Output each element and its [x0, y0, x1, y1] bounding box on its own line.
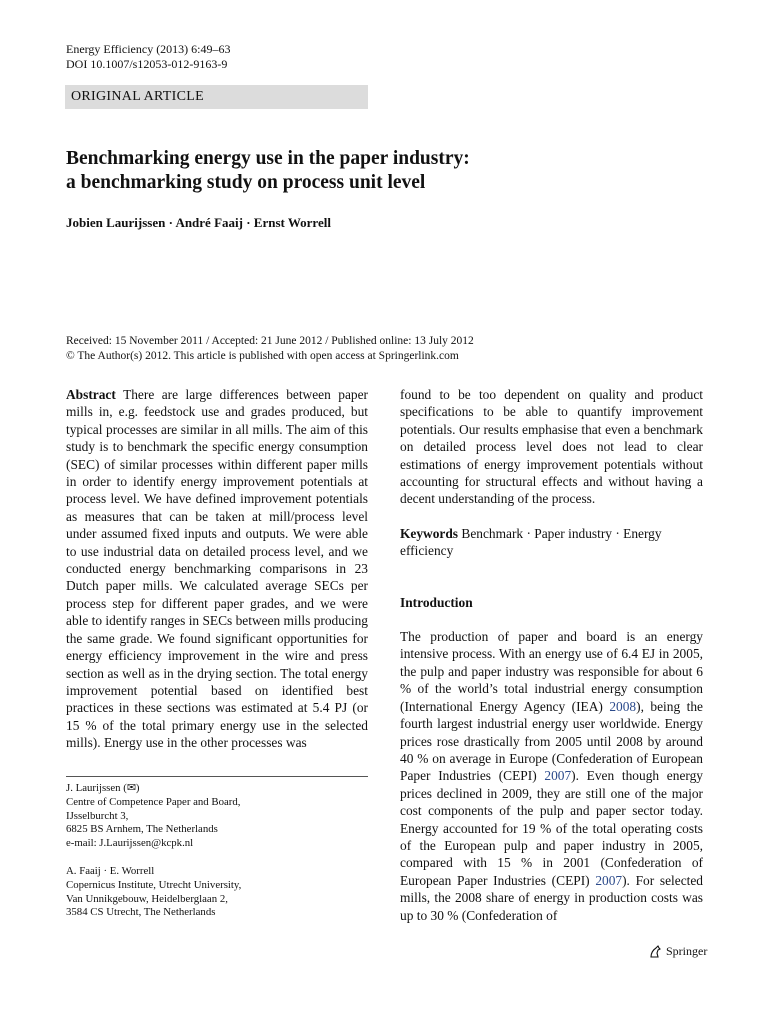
abstract-paragraph [66, 386, 368, 752]
intro-text-1: The production of paper and board is an energy intensive process. With an energy use of 6.4 EJ in 2005, the pulp and paper industry was responsible for about 6 % of the world’s total industrial energy consumption (International Energy Agency (IEA) [400, 629, 703, 714]
citation-link-cepi-2007-b[interactable]: 2007 [595, 872, 623, 888]
section-heading-introduction: Introduction [400, 594, 473, 610]
affiliation-1-name: J. Laurijssen (✉) [66, 782, 140, 794]
left-column [66, 386, 368, 752]
title-line-2: a benchmarking study on process unit level [66, 172, 426, 193]
citation-link-iea-2008[interactable]: 2008 [609, 698, 637, 714]
affiliation-1 [66, 782, 241, 851]
intro-text-4: ). For selected mills, the 2008 share of energy in production costs was up to 30 % (Confederation of [400, 872, 704, 923]
keywords-label: Keywords [400, 525, 459, 541]
authors: Jobien Laurijssen · André Faaij · Ernst Worrell [66, 215, 331, 230]
journal-info [66, 42, 231, 72]
publisher-logo [648, 944, 707, 959]
affiliation-2 [66, 865, 241, 920]
affiliation-2-name: A. Faaij · E. Worrell [66, 865, 155, 877]
introduction-paragraph [400, 628, 703, 924]
affiliation-1-line1: Centre of Competence Paper and Board, [66, 795, 241, 808]
keywords [400, 525, 703, 560]
springer-horse-icon [648, 945, 662, 959]
paper-title [66, 147, 686, 195]
intro-text-3: ). Even though energy prices declined in 2009, they are still one of the major cost components of the pulp and paper sector today. Energy accounted for 19 % of the total operating costs of the European pulp and paper industry in 2005, compared with 15 % in 2001 (Confederation of European Paper Industries (CEPI) [400, 768, 703, 888]
abstract-label: Abstract [66, 387, 116, 402]
keywords-text: Benchmark · Paper industry · Energy efficiency [400, 525, 662, 559]
citation-link-cepi-2007[interactable]: 2007 [544, 768, 572, 784]
doi: DOI 10.1007/s12053-012-9163-9 [66, 57, 228, 71]
intro-text-2: ), being the fourth largest industrial energy user worldwide. Energy prices rose drastically from 2005 until 2008 by around 40 % on average in Europe (Confederation of European Paper Industries (CEPI) [400, 698, 703, 784]
abstract-text: There are large differences between paper mills in, e.g. feedstock use and grades produced, but typical processes are similar in all mills. The aim of this study is to benchmark the specific energy consumption (SEC) of similar processes within different paper mills in order to identify energy improvement potentials at process level. We have defined improvement potentials as measures that can be taken at mill/process level under assumed fixed inputs and outputs. We were able to use industrial data on detailed process level, and we conducted energy benchmarking comparisons in 23 Dutch paper mills. We calculated average SECs per process step for different paper grades, and we were able to identify ranges in SECs between mills producing the same grade. We found significant opportunities for energy efficiency improvement in the wire and press section as well as in the drying section. The total energy improvement potential based on identified best practices in these sections was estimated at 5.4 PJ (or 15 % of the total primary energy use in the selected mills). Energy use in the other processes was [66, 387, 369, 751]
publisher-name: Springer [666, 944, 708, 958]
journal-citation: Energy Efficiency (2013) 6:49–63 [66, 42, 231, 56]
affiliation-2-line2: Van Unnikgebouw, Heidelberglaan 2, [66, 892, 228, 905]
received-accepted-published: Received: 15 November 2011 / Accepted: 21 June 2012 / Published online: 13 July 2012 [66, 335, 474, 347]
copyright-notice: © The Author(s) 2012. This article is published with open access at Springerlink.com [66, 350, 459, 362]
affiliation-2-line1: Copernicus Institute, Utrecht University, [66, 878, 242, 891]
publication-dates [66, 334, 474, 364]
abstract-continued: found to be too dependent on quality and product specifications to be able to quantify improvement potentials. Our results emphasise that even a benchmark on detailed process level does not lead to clear estimations of energy improvement potentials without accounting for structural effects and without having a decent understanding of the process. [400, 387, 703, 507]
article-type-badge: ORIGINAL ARTICLE [65, 85, 368, 109]
affiliation-2-line3: 3584 CS Utrecht, The Netherlands [66, 906, 216, 919]
footnote-divider [66, 776, 368, 777]
right-column [400, 386, 703, 924]
affiliation-1-line3: 6825 BS Arnhem, The Netherlands [66, 823, 218, 836]
affiliation-1-email[interactable]: e-mail: J.Laurijssen@kcpk.nl [66, 837, 194, 850]
title-line-1: Benchmarking energy use in the paper industry: [66, 148, 470, 169]
affiliation-1-line2: IJsselburcht 3, [66, 809, 129, 822]
